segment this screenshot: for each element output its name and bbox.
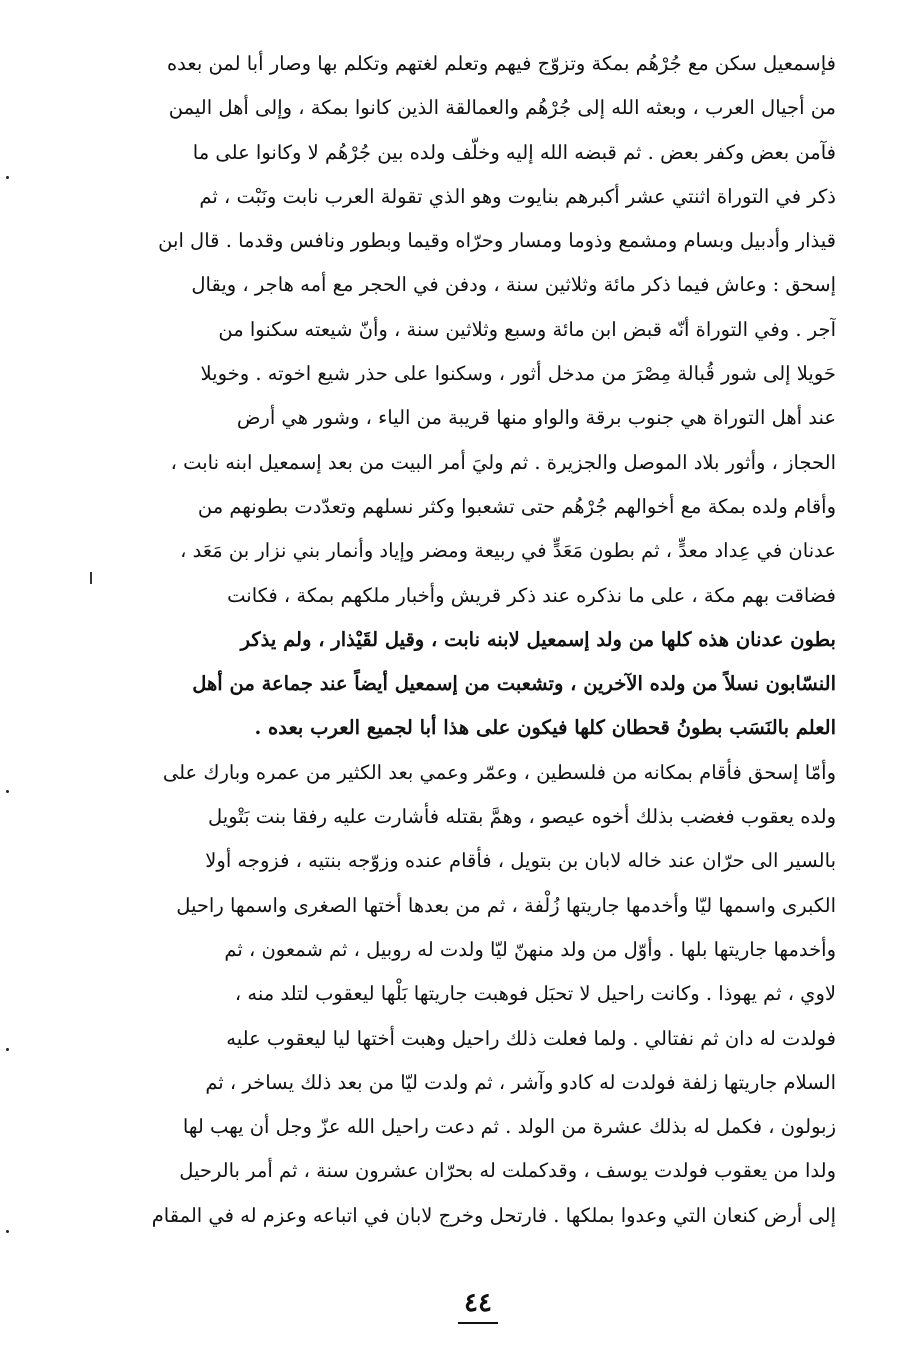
margin-speck <box>6 790 9 793</box>
text-line-3: فآمن بعض وكفر بعض . ثم قبضه الله إليه وخلّف ولده بين جُرْهُم لا وكانوا على ما <box>192 140 836 164</box>
text-line-8: حَويلا إلى شور قُبالة مِصْرَ من مدخل أثور ، وسكنوا على حذر شيع اخوته . وخويلا <box>200 362 836 386</box>
page-body-text <box>96 42 836 1238</box>
text-line-24: السلام جاريتها زلفة فولدت له كادو وآشر ، ثم ولدت ليّا من بعد ذلك يساخر ، ثم <box>205 1070 836 1094</box>
text-line-2: من أجيال العرب ، وبعثه الله إلى جُرْهُم والعمالقة الذين كانوا بمكة ، وإلى أهل اليمن <box>168 96 836 120</box>
text-line-26: ولدا من يعقوب فولدت يوسف ، وقدكملت له بحرّان عشرون سنة ، ثم أمر بالرحيل <box>179 1159 836 1183</box>
text-line-15: النسّابون نسلاً من ولده الآخرين ، وتشعبت من إسمعيل أيضاً عند جماعة من أهل <box>192 672 836 696</box>
text-line-21: وأخدمها جاريتها بلها . وأوّل من ولد منهنّ ليّا ولدت له روبيل ، ثم شمعون ، ثم <box>224 937 836 961</box>
page-number: ٤٤ <box>464 1288 492 1318</box>
text-line-6: إسحق : وعاش فيما ذكر مائة وثلاثين سنة ، ودفن في الحجر مع أمه هاجر ، ويقال <box>191 273 836 297</box>
text-line-11: وأقام ولده بمكة مع أخوالهم جُرْهُم حتى تشعبوا وكثر نسلهم وتعدّدت بطونهم من <box>197 494 836 518</box>
page-number-underline <box>458 1322 498 1324</box>
text-line-25: زبولون ، فكمل له بذلك عشرة من الولد . ثم دعت راحيل الله عزّ وجل أن يهب لها <box>182 1115 836 1139</box>
margin-speck <box>6 1048 9 1051</box>
text-line-1: فإسمعيل سكن مع جُرْهُم بمكة وتزوّج فيهم وتعلم لغتهم وتكلم بها وصار أبا لمن بعده <box>166 52 836 75</box>
text-line-14: بطون عدنان هذه كلها من ولد إسمعيل لابنه نابت ، وقيل لقَيْذار ، ولم يذكر <box>240 627 836 651</box>
margin-speck <box>6 1230 9 1233</box>
text-line-23: فولدت له دان ثم نفتالي . ولما فعلت ذلك راحيل وهبت أختها ليا ليعقوب عليه <box>226 1026 836 1050</box>
text-line-19: بالسير الى حرّان عند خاله لابان بن بتويل ، فأقام عنده وزوّجه بنتيه ، فزوجه أولا <box>205 849 836 873</box>
text-line-18: ولده يعقوب فغضب بذلك أخوه عيصو ، وهمَّ بقتله فأشارت عليه رفقا بنت بَتْويل <box>208 805 836 829</box>
margin-tick-mark <box>90 572 92 584</box>
text-line-16: العلم بالنَسَب بطونُ قحطان كلها فيكون على هذا أبا لجميع العرب بعده . <box>254 716 836 740</box>
text-line-7: آجر . وفي التوراة أنّه قبض ابن مائة وسبع وثلاثين سنة ، وأنّ شيعته سكنوا من <box>218 317 836 341</box>
text-line-27: إلى أرض كنعان التي وعدوا بملكها . فارتحل وخرج لابان في اتباعه وعزم له في المقام <box>151 1203 836 1227</box>
text-line-17: وأمّا إسحق فأقام بمكانه من فلسطين ، وعمّر وعمي بعد الكثير من عمره وبارك على <box>162 760 836 784</box>
text-line-10: الحجاز ، وأثور بلاد الموصل والجزيرة . ثم وليَ أمر البيت من بعد إسمعيل ابنه نابت ، <box>170 450 836 474</box>
text-line-9: عند أهل التوراة هي جنوب برقة والواو منها قريبة من الياء ، وشور هي أرض <box>236 406 836 430</box>
text-line-12: عدنان في عِداد معدٍّ ، ثم بطون مَعَدٍّ في ربيعة ومضر وإياد وأنمار بني نزار بن مَعَد ، <box>180 539 836 563</box>
margin-speck <box>6 176 9 179</box>
text-line-5: قيذار وأدبيل وبسام ومشمع وذوما ومسار وحرّاه وقيما وبطور ونافس وقدما . قال ابن <box>158 229 836 253</box>
text-line-20: الكبرى واسمها ليّا وأخدمها جاريتها زُلْفة ، ثم من بعدها أختها الصغرى واسمها راحيل <box>176 893 836 917</box>
text-line-4: ذكر في التوراة اثنتي عشر أكبرهم بنايوت وهو الذي تقولة العرب نابت ونَبْت ، ثم <box>199 184 836 208</box>
text-line-13: فضاقت بهم مكة ، على ما نذكره عند ذكر قريش وأخبار ملكهم بمكة ، فكانت <box>227 583 836 607</box>
text-line-22: لاوي ، ثم يهوذا . وكانت راحيل لا تحبَل فوهبت جاريتها بَلْها ليعقوب لتلد منه ، <box>234 982 836 1006</box>
